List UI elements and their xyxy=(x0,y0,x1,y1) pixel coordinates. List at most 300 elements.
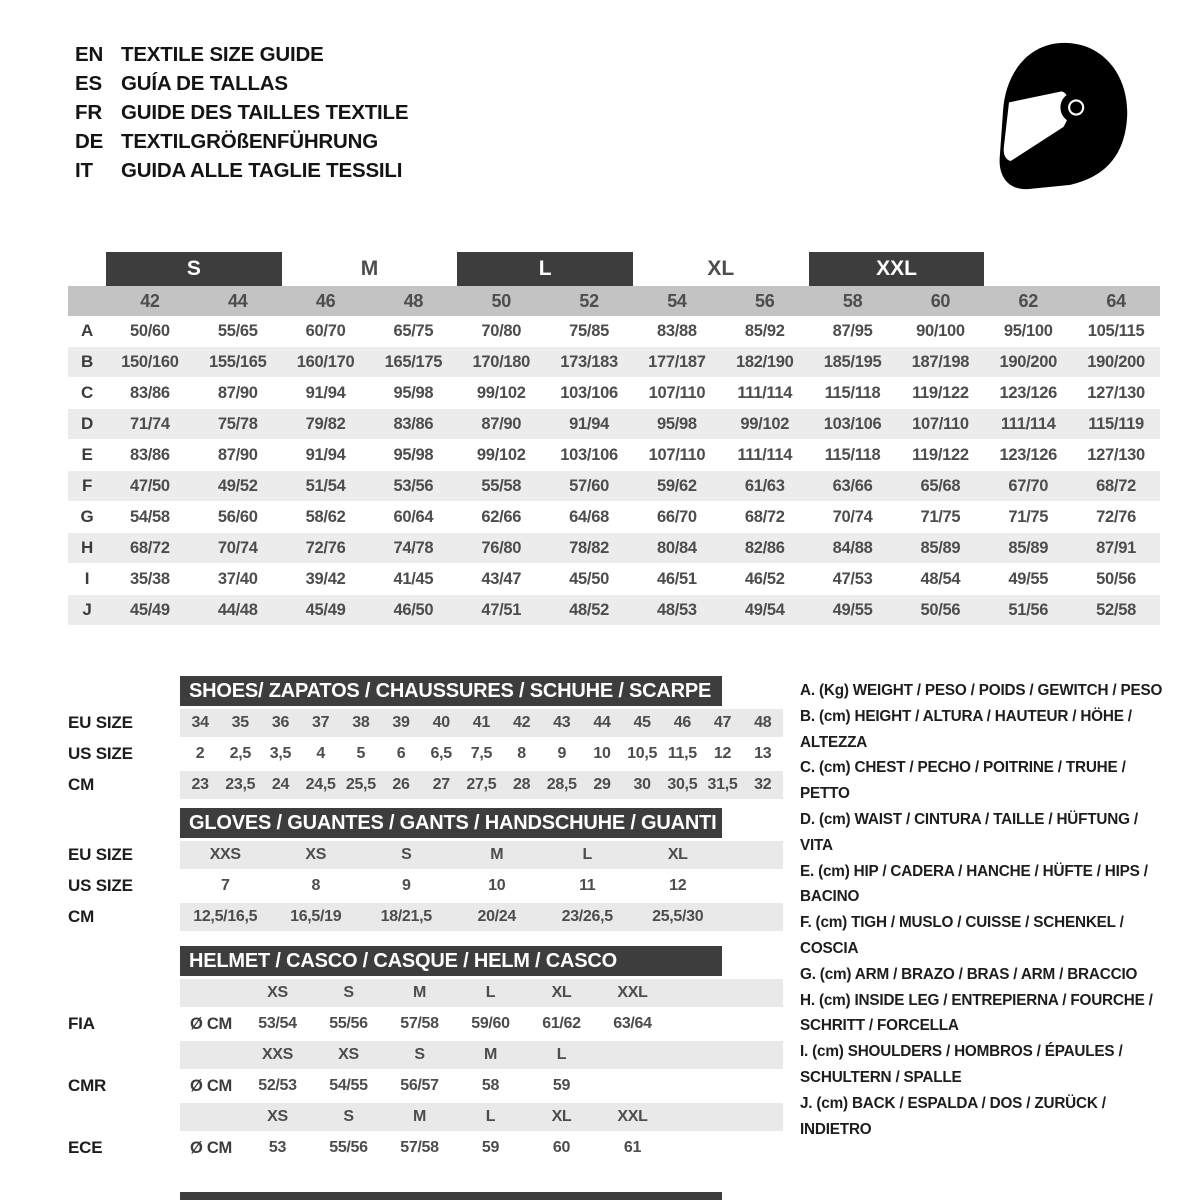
measurement-legend xyxy=(800,678,1172,1142)
value: 23,5 xyxy=(225,776,256,793)
helmet-values-row-fia xyxy=(68,1010,788,1038)
helmet-size: S xyxy=(414,1046,425,1063)
size-value: 87/90 xyxy=(481,414,522,433)
helmet-sizes-row-fia xyxy=(68,979,788,1007)
value: XL xyxy=(667,846,688,863)
row-label: US SIZE xyxy=(68,744,133,763)
helmet-value: 52/53 xyxy=(258,1077,297,1094)
value: 46 xyxy=(673,714,691,731)
helmet-size: M xyxy=(483,1046,498,1063)
value: 38 xyxy=(352,714,370,731)
helmet-size: XL xyxy=(551,984,572,1001)
size-value: 83/86 xyxy=(130,445,170,464)
corner-cell xyxy=(68,286,106,316)
numeric-size: 44 xyxy=(228,290,248,311)
size-value: 187/198 xyxy=(911,352,970,371)
row-letter-label: E xyxy=(81,445,93,464)
size-value: 50/56 xyxy=(920,600,961,619)
size-value: 47/50 xyxy=(130,476,170,495)
size-value: 165/175 xyxy=(384,352,443,371)
numeric-size: 56 xyxy=(755,290,775,311)
size-row-e xyxy=(68,440,1160,470)
row-letter-label: A xyxy=(81,321,93,340)
garment-size-table xyxy=(68,252,1160,626)
value: 44 xyxy=(593,714,611,731)
size-value: 46/51 xyxy=(657,569,697,588)
size-value: 71/75 xyxy=(920,507,961,526)
size-row-d xyxy=(68,408,1160,440)
language-code: EN xyxy=(75,43,104,66)
language-row-fr xyxy=(75,98,408,127)
size-value: 47/53 xyxy=(832,569,873,588)
size-row-i xyxy=(68,564,1160,594)
values-band xyxy=(180,1134,783,1162)
helmet-size: XXL xyxy=(617,984,648,1001)
value: 32 xyxy=(754,776,772,793)
helmet-sections xyxy=(68,979,788,1162)
helmet-size: XXS xyxy=(261,1046,294,1063)
helmet-values-row-cmr xyxy=(68,1072,788,1100)
value: 7 xyxy=(220,877,230,894)
helmet-sizes-row-ece xyxy=(68,1103,788,1131)
shoes-rows xyxy=(68,709,788,799)
row-band xyxy=(180,841,783,869)
size-value: 79/82 xyxy=(305,414,346,433)
size-value: 185/195 xyxy=(823,352,882,371)
helmet-size: L xyxy=(485,1108,496,1125)
diameter-unit: Ø CM xyxy=(190,1014,232,1033)
size-value: 107/110 xyxy=(648,445,706,464)
size-value: 95/100 xyxy=(1003,321,1053,340)
legend-item-g: G. (cm) ARM / BRAZO / BRAS / ARM / BRACCIO xyxy=(800,965,1138,983)
size-value: 76/80 xyxy=(481,538,522,557)
value: 8 xyxy=(517,745,526,762)
size-group-xxl: XXL xyxy=(809,252,985,286)
size-value: 87/91 xyxy=(1096,538,1136,557)
legend-item-e: E. (cm) HIP / CADERA / HANCHE / HÜFTE / HIPS / BACINO xyxy=(800,862,1148,906)
gloves-row-cm xyxy=(68,903,788,931)
numeric-size: 58 xyxy=(842,290,863,311)
size-value: 72/76 xyxy=(1096,507,1136,526)
value: 12 xyxy=(713,745,732,762)
legend-item-a: A. (Kg) WEIGHT / PESO / POIDS / GEWITCH / PESO xyxy=(800,682,1163,699)
racing-helmet-icon xyxy=(975,30,1145,202)
legend-item-j: J. (cm) BACK / ESPALDA / DOS / ZURÜCK / INDIETRO xyxy=(800,1094,1106,1138)
row-label: CM xyxy=(68,775,95,794)
size-value: 182/190 xyxy=(735,352,794,371)
value: 9 xyxy=(557,745,567,762)
size-value: 67/70 xyxy=(1008,476,1049,495)
size-value: 91/94 xyxy=(569,414,609,433)
size-value: 95/98 xyxy=(393,445,434,464)
row-band xyxy=(180,709,783,737)
value: S xyxy=(401,846,412,863)
size-value: 59/62 xyxy=(657,476,697,495)
gloves-row-us-size xyxy=(68,872,788,900)
size-value: 99/102 xyxy=(476,445,526,464)
size-value: 68/72 xyxy=(1096,476,1136,495)
size-value: 35/38 xyxy=(130,569,170,588)
helmet-value: 61/62 xyxy=(542,1015,581,1032)
helmet-values-row-ece xyxy=(68,1134,788,1162)
sizes-band xyxy=(180,979,783,1007)
value: 27 xyxy=(432,776,450,793)
helmet-value: 59 xyxy=(481,1139,500,1156)
legend-item-c: C. (cm) CHEST / PECHO / POITRINE / TRUHE / PETTO xyxy=(800,759,1126,803)
size-value: 51/54 xyxy=(305,476,346,495)
legend-item-b: B. (cm) HEIGHT / ALTURA / HAUTEUR / HÖHE / ALTEZZA xyxy=(800,707,1132,751)
size-value: 105/115 xyxy=(1087,321,1145,340)
size-value: 87/90 xyxy=(217,445,258,464)
size-value: 49/55 xyxy=(832,600,873,619)
standard-label: ECE xyxy=(68,1138,103,1157)
helmet-value: 53 xyxy=(268,1139,287,1156)
size-value: 103/106 xyxy=(823,414,882,433)
size-value: 39/42 xyxy=(305,569,346,588)
value: 24,5 xyxy=(305,776,336,793)
size-value: 75/78 xyxy=(217,414,258,433)
language-code: FR xyxy=(75,101,102,124)
size-value: 45/49 xyxy=(305,600,346,619)
shoes-row-cm xyxy=(68,771,788,799)
size-value: 111/114 xyxy=(1000,414,1056,433)
size-value: 47/51 xyxy=(481,600,522,619)
value: 25,5 xyxy=(345,776,376,793)
size-value: 127/130 xyxy=(1087,383,1145,402)
gloves-table xyxy=(68,808,788,934)
value: 30,5 xyxy=(667,776,698,793)
helmet-size: XL xyxy=(551,1108,572,1125)
size-value: 71/75 xyxy=(1008,507,1049,526)
size-value: 64/68 xyxy=(569,507,609,526)
value: XXS xyxy=(209,846,241,863)
numeric-size: 48 xyxy=(403,290,424,311)
language-code: IT xyxy=(75,159,93,182)
value: 36 xyxy=(271,714,290,731)
row-band xyxy=(180,903,783,931)
size-value: 63/66 xyxy=(832,476,873,495)
value: 40 xyxy=(432,714,450,731)
helmet-value: 55/56 xyxy=(329,1015,368,1032)
size-value: 80/84 xyxy=(657,538,697,557)
helmet-value: 56/57 xyxy=(400,1077,439,1094)
size-row-h xyxy=(68,532,1160,564)
value: 12,5/16,5 xyxy=(193,908,258,925)
guide-title: GUIDA ALLE TAGLIE TESSILI xyxy=(121,159,403,182)
helmet-size: M xyxy=(412,984,427,1001)
size-value: 74/78 xyxy=(393,538,434,557)
value: 28 xyxy=(512,776,531,793)
row-label xyxy=(68,1041,180,1069)
size-value: 95/98 xyxy=(657,414,697,433)
value: 10,5 xyxy=(627,745,658,762)
size-value: 70/74 xyxy=(832,507,873,526)
size-value: 37/40 xyxy=(217,569,258,588)
guide-title: TEXTILE SIZE GUIDE xyxy=(121,43,324,66)
helmet-sizes-row-cmr xyxy=(68,1041,788,1069)
value: 25,5/30 xyxy=(652,908,704,925)
size-value: 54/58 xyxy=(130,507,170,526)
size-group-header-row xyxy=(68,252,1160,286)
language-title-block xyxy=(75,40,408,185)
sizes-band xyxy=(180,1103,783,1131)
row-letter-label: I xyxy=(84,569,90,588)
size-value: 87/90 xyxy=(217,383,258,402)
numeric-size: 64 xyxy=(1106,290,1126,311)
value: 10 xyxy=(593,745,611,762)
size-value: 50/56 xyxy=(1096,569,1136,588)
size-value: 70/74 xyxy=(217,538,258,557)
size-value: 83/88 xyxy=(657,321,697,340)
helmet-size: XS xyxy=(267,984,288,1001)
value: 39 xyxy=(392,714,410,731)
value: 2 xyxy=(195,745,205,762)
size-value: 45/50 xyxy=(569,569,609,588)
size-value: 99/102 xyxy=(476,383,526,402)
value: 31,5 xyxy=(707,776,738,793)
helmet-size: XXL xyxy=(617,1108,648,1125)
shoes-table xyxy=(68,676,788,802)
helmet-size: XS xyxy=(338,1046,359,1063)
size-row-g xyxy=(68,502,1160,532)
value: 16,5/19 xyxy=(290,908,342,925)
value: M xyxy=(490,846,504,863)
size-value: 51/56 xyxy=(1008,600,1049,619)
numeric-size: 52 xyxy=(579,290,599,311)
size-value: 155/165 xyxy=(208,352,267,371)
size-value: 48/54 xyxy=(920,569,961,588)
gloves-row-eu-size xyxy=(68,841,788,869)
size-value: 99/102 xyxy=(740,414,790,433)
size-value: 177/187 xyxy=(648,352,706,371)
size-value: 52/58 xyxy=(1096,600,1136,619)
size-row-f xyxy=(68,470,1160,502)
shoes-table-title: SHOES/ ZAPATOS / CHAUSSURES / SCHUHE / SCARPE xyxy=(180,676,722,706)
language-code: DE xyxy=(75,130,104,153)
size-value: 45/49 xyxy=(130,600,170,619)
size-value: 70/80 xyxy=(481,321,522,340)
language-row-es xyxy=(75,69,408,98)
diameter-unit: Ø CM xyxy=(190,1076,232,1095)
size-value: 84/88 xyxy=(832,538,873,557)
row-letter-label: D xyxy=(81,414,93,433)
size-value: 66/70 xyxy=(657,507,697,526)
value: 23 xyxy=(191,776,209,793)
size-value: 56/60 xyxy=(217,507,258,526)
standard-label: FIA xyxy=(68,1014,95,1033)
size-value: 50/60 xyxy=(130,321,170,340)
language-row-en xyxy=(75,40,408,69)
size-value: 91/94 xyxy=(305,383,346,402)
size-value: 190/200 xyxy=(1087,352,1145,371)
size-value: 173/183 xyxy=(560,352,618,371)
row-label xyxy=(68,1103,180,1131)
numeric-size: 50 xyxy=(491,290,511,311)
size-value: 46/52 xyxy=(744,569,785,588)
value: 26 xyxy=(392,776,410,793)
row-band xyxy=(180,740,783,768)
gloves-table-title: GLOVES / GUANTES / GANTS / HANDSCHUHE / GUANTI xyxy=(180,808,722,838)
value: 24 xyxy=(271,776,290,793)
size-row-a xyxy=(68,316,1160,346)
size-value: 53/56 xyxy=(393,476,434,495)
size-value: 48/52 xyxy=(569,600,609,619)
helmet-table-title: HELMET / CASCO / CASQUE / HELM / CASCO xyxy=(180,946,722,976)
size-value: 95/98 xyxy=(393,383,434,402)
size-value: 150/160 xyxy=(121,352,179,371)
numeric-size: 54 xyxy=(667,290,687,311)
value: 6,5 xyxy=(430,745,452,762)
size-value: 170/180 xyxy=(472,352,531,371)
value: 37 xyxy=(312,714,330,731)
value: 12 xyxy=(669,877,687,894)
size-value: 60/70 xyxy=(305,321,346,340)
value: 6 xyxy=(396,745,406,762)
value: 20/24 xyxy=(477,908,517,925)
row-label xyxy=(68,979,180,1007)
size-row-b xyxy=(68,346,1160,378)
size-value: 82/86 xyxy=(744,538,785,557)
helmet-size: XS xyxy=(267,1108,288,1125)
helmet-value: 54/55 xyxy=(329,1077,368,1094)
size-value: 83/86 xyxy=(393,414,434,433)
value: 48 xyxy=(754,714,772,731)
size-value: 65/75 xyxy=(393,321,434,340)
row-letter-label: C xyxy=(81,383,93,402)
cutoff-section-bar xyxy=(180,1192,722,1200)
value: 3,5 xyxy=(269,745,292,762)
size-group-m: M xyxy=(360,257,379,280)
shoes-row-eu-size xyxy=(68,709,788,737)
value: 18/21,5 xyxy=(380,908,432,925)
size-value: 55/58 xyxy=(481,476,522,495)
value: 10 xyxy=(488,877,506,894)
helmet-value: 59/60 xyxy=(471,1015,510,1032)
size-group-l: L xyxy=(457,252,633,286)
language-row-de xyxy=(75,127,408,156)
value: 30 xyxy=(633,776,651,793)
size-value: 46/50 xyxy=(393,600,434,619)
row-label: US SIZE xyxy=(68,876,133,895)
row-letter-label: F xyxy=(81,476,93,495)
size-value: 41/45 xyxy=(393,569,434,588)
measurement-rows xyxy=(68,316,1160,626)
size-value: 49/52 xyxy=(217,476,258,495)
size-value: 78/82 xyxy=(569,538,609,557)
sizes-band xyxy=(180,1041,783,1069)
size-value: 85/92 xyxy=(744,321,785,340)
value: 29 xyxy=(593,776,611,793)
size-value: 44/48 xyxy=(217,600,258,619)
size-value: 58/62 xyxy=(305,507,346,526)
value: 34 xyxy=(191,714,209,731)
values-band xyxy=(180,1072,783,1100)
row-letter-label: J xyxy=(82,600,92,619)
size-value: 60/64 xyxy=(393,507,434,526)
helmet-size: S xyxy=(343,984,354,1001)
value: 45 xyxy=(633,714,651,731)
size-value: 190/200 xyxy=(999,352,1058,371)
size-row-c xyxy=(68,378,1160,408)
size-value: 61/63 xyxy=(744,476,785,495)
numeric-size-row xyxy=(68,286,1160,316)
size-value: 48/53 xyxy=(657,600,697,619)
value: 5 xyxy=(356,745,366,762)
size-value: 91/94 xyxy=(305,445,346,464)
size-value: 57/60 xyxy=(569,476,609,495)
value: 47 xyxy=(713,714,732,731)
size-value: 68/72 xyxy=(130,538,170,557)
size-value: 71/74 xyxy=(130,414,170,433)
value: 9 xyxy=(401,877,411,894)
value: 8 xyxy=(311,877,321,894)
row-band xyxy=(180,771,783,799)
legend-item-i: I. (cm) SHOULDERS / HOMBROS / ÉPAULES / SCHULTERN / SPALLE xyxy=(800,1043,1123,1086)
helmet-size: S xyxy=(343,1108,354,1125)
language-code: ES xyxy=(75,72,102,95)
standard-label: CMR xyxy=(68,1076,107,1095)
helmet-value: 60 xyxy=(552,1139,571,1156)
gloves-rows xyxy=(68,841,788,931)
size-value: 111/114 xyxy=(737,383,793,402)
size-value: 119/122 xyxy=(912,383,969,402)
helmet-size: L xyxy=(556,1046,567,1063)
value: 11,5 xyxy=(667,745,697,762)
helmet-value: 63/64 xyxy=(613,1015,652,1032)
value: 28,5 xyxy=(546,776,577,793)
row-band xyxy=(180,872,783,900)
size-value: 62/66 xyxy=(481,507,522,526)
helmet-value: 57/58 xyxy=(400,1139,439,1156)
value: 23/26,5 xyxy=(561,908,613,925)
helmet-size: L xyxy=(485,984,496,1001)
value: 11 xyxy=(579,877,596,894)
value: 4 xyxy=(316,745,325,762)
legend-item-f: F. (cm) TIGH / MUSLO / CUISSE / SCHENKEL / COSCIA xyxy=(800,914,1124,957)
size-value: 107/110 xyxy=(648,383,706,402)
values-band xyxy=(180,1010,783,1038)
size-value: 75/85 xyxy=(569,321,609,340)
size-value: 107/110 xyxy=(912,414,969,433)
numeric-size: 46 xyxy=(315,290,336,311)
guide-title: TEXTILGRÖßENFÜHRUNG xyxy=(121,130,378,153)
helmet-table xyxy=(68,946,788,1165)
guide-title: GUIDE DES TAILLES TEXTILE xyxy=(121,101,409,124)
value: 27,5 xyxy=(466,776,497,793)
size-value: 127/130 xyxy=(1087,445,1145,464)
row-letter-label: B xyxy=(81,352,93,371)
row-letter-label: H xyxy=(81,538,93,557)
size-value: 115/119 xyxy=(1088,414,1144,433)
size-value: 123/126 xyxy=(999,445,1058,464)
numeric-size: 62 xyxy=(1018,290,1038,311)
value: L xyxy=(582,846,592,863)
value: 42 xyxy=(512,714,531,731)
size-value: 85/89 xyxy=(1008,538,1049,557)
helmet-size: M xyxy=(412,1108,427,1125)
guide-title: GUÍA DE TALLAS xyxy=(121,72,288,95)
size-value: 43/47 xyxy=(481,569,522,588)
numeric-size: 42 xyxy=(140,290,160,311)
helmet-value: 55/56 xyxy=(329,1139,368,1156)
legend-item-d: D. (cm) WAIST / CINTURA / TAILLE / HÜFTUNG / VITA xyxy=(800,810,1138,854)
size-value: 119/122 xyxy=(912,445,969,464)
helmet-value: 61 xyxy=(623,1139,642,1156)
row-letter-label: G xyxy=(80,507,94,526)
value: 2,5 xyxy=(229,745,251,762)
size-group-s: S xyxy=(106,252,282,286)
helmet-value: 57/58 xyxy=(400,1015,439,1032)
